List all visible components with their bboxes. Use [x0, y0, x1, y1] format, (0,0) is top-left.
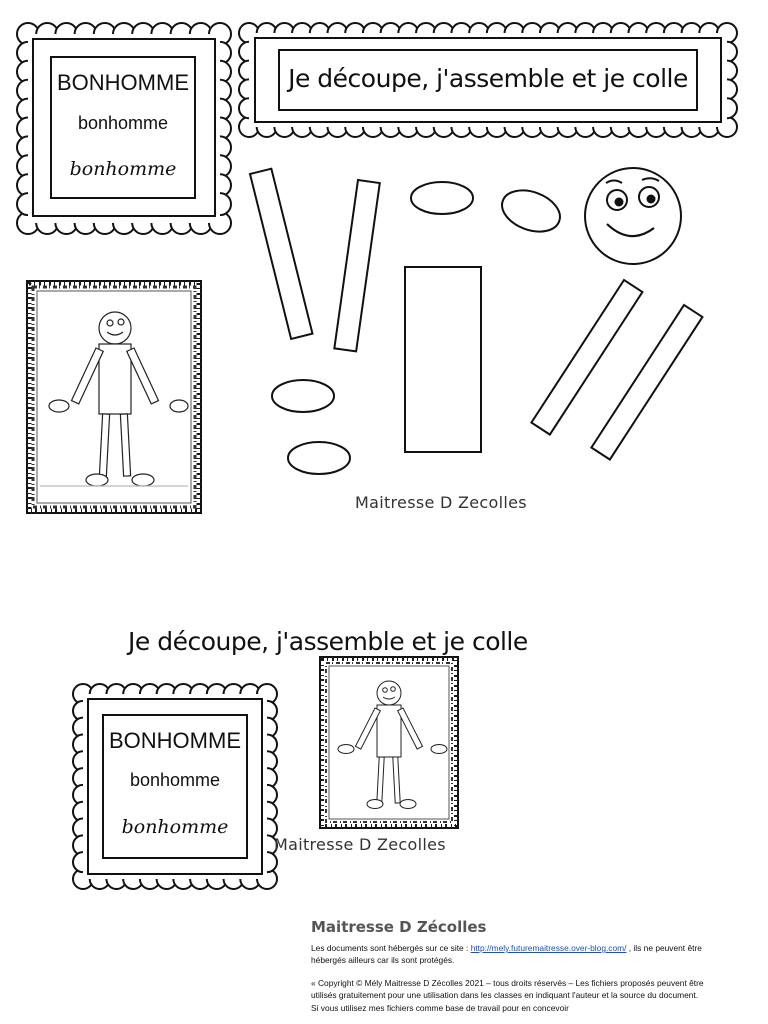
word-uppercase: BONHOMME [109, 728, 241, 753]
cutout-leg-1 [250, 169, 312, 339]
label-box [102, 714, 248, 859]
cutout-body [405, 267, 481, 452]
word-cursive: bonhomme [121, 816, 229, 838]
cutout-pieces [240, 150, 710, 490]
word-lowercase: bonhomme [77, 113, 169, 133]
model-picture-svg [26, 280, 202, 514]
label-box [50, 56, 196, 199]
blog-link[interactable]: http://mely.futuremaitresse.over-blog.com/ [470, 943, 627, 953]
footer-line1-prefix: Les documents sont hébergés sur ce site : [311, 943, 471, 953]
bottom-label-card [72, 683, 278, 890]
cutout-hand-1 [411, 182, 473, 214]
bottom-signature: Maitresse D Zecolles [274, 835, 446, 854]
model-picture-svg [319, 656, 459, 829]
word-cursive: bonhomme [69, 158, 177, 180]
cutout-foot-1 [272, 380, 334, 412]
cutout-hand-2 [496, 183, 565, 239]
footer-title: Maitresse D Zécolles [311, 918, 487, 936]
cutout-leg-2 [334, 180, 379, 351]
label-inner-frame [87, 698, 263, 875]
top-title-banner [238, 22, 738, 138]
cutout-head [585, 168, 681, 264]
bottom-title: Je découpe, j'assemble et je colle [128, 627, 528, 656]
top-signature: Maitresse D Zecolles [355, 493, 527, 512]
banner-title: Je découpe, j'assemble et je colle [288, 64, 688, 93]
footer-notice [311, 918, 704, 1014]
top-label-card [16, 22, 232, 235]
word-lowercase: bonhomme [129, 770, 221, 790]
model-picture-bottom [319, 656, 459, 829]
footer-hosting-notice [311, 942, 704, 967]
label-inner-frame [32, 38, 216, 217]
footer-copyright: « Copyright © Mély Maitresse D Zécolles 2021 – tous droits réservés – Les fichiers proposés peuvent être utilisés gratuitement pour une utilisation dans les classes en indiquant l'auteur et la source du document. Si vous utilisez mes fichiers comme base de travail pour en concevoir [311, 977, 704, 1013]
banner-box [278, 49, 698, 111]
cutout-foot-2 [288, 442, 350, 474]
footer-line1-suffix: , ils ne peuvent être hébergés ailleurs car ils sont protégés. [311, 943, 702, 966]
word-uppercase: BONHOMME [57, 70, 189, 95]
model-picture-top [26, 280, 202, 514]
banner-inner-frame [254, 37, 722, 123]
